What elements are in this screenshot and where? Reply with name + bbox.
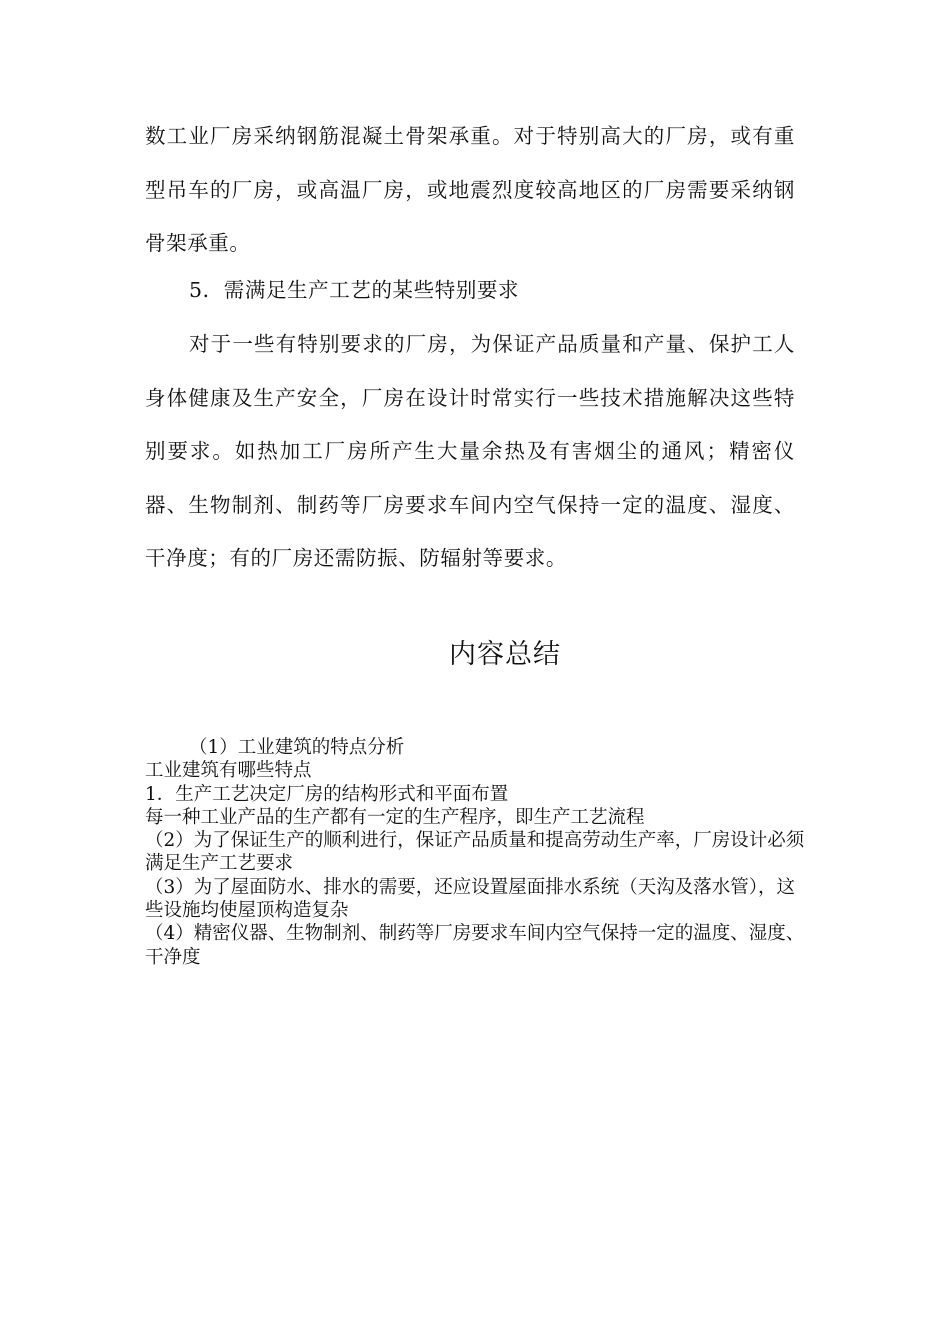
summary-item: 1．生产工艺决定厂房的结构形式和平面布置	[145, 783, 509, 805]
body-paragraph: 数工业厂房采纳钢筋混凝土骨架承重。对于特别高大的厂房，或有重型吊车的厂房，或高温厂房，或地震烈度较高地区的厂房需要采纳钢骨架承重。	[145, 124, 795, 255]
summary-list	[145, 736, 805, 969]
summary-item: （3）为了屋面防水、排水的需要，还应设置屋面排水系统（天沟及落水管），这些设施均使屋顶构造复杂	[145, 876, 796, 922]
summary-item: （2）为了保证生产的顺利进行，保证产品质量和提高劳动生产率，厂房设计必须满足生产工艺要求	[145, 830, 805, 875]
summary-item: （1）工业建筑的特点分析	[189, 737, 405, 758]
body-paragraph: 对于一些有特别要求的厂房，为保证产品质量和产量、保护工人身体健康及生产安全，厂房在设计时常实行一些技术措施解决这些特别要求。如热加工厂房所产生大量余热及有害烟尘的通风；精密仪器、生物制剂、制药等厂房要求车间内空气保持一定的温度、湿度、干净度；有的厂房还需防振、防辐射等要求。	[145, 332, 795, 570]
summary-item: （4）精密仪器、生物制剂、制药等厂房要求车间内空气保持一定的温度、湿度、干净度	[145, 923, 805, 968]
summary-item: 每一种工业产品的生产都有一定的生产程序，即生产工艺流程	[145, 806, 645, 828]
summary-title: 内容总结	[449, 639, 561, 670]
section-heading: 5．需满足生产工艺的某些特别要求	[189, 278, 520, 302]
summary-item: 工业建筑有哪些特点	[145, 760, 312, 782]
